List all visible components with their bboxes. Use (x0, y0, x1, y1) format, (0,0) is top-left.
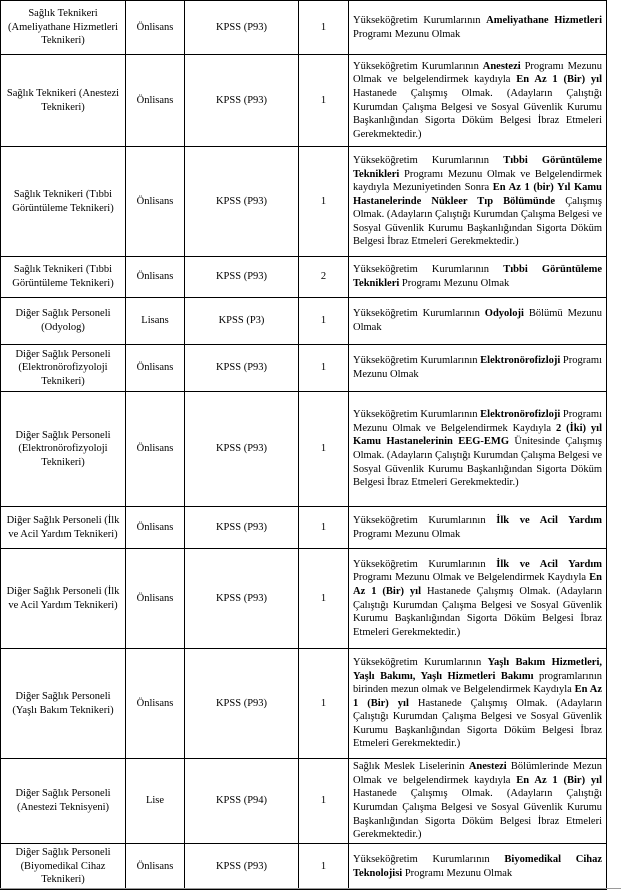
qualification-emphasis: Odyoloji (484, 308, 524, 320)
position-title: Diğer Sağlık Personeli (İlk ve Acil Yardım Teknikeri) (1, 549, 126, 649)
position-count: 1 (299, 147, 349, 257)
kpss-score-type: KPSS (P93) (185, 507, 299, 549)
qualification-run: Programı Mezunu Olmak ve Belgelendirmek kaydıyla Mezuniyetinden Sonra (353, 168, 602, 194)
qualification-run: Yükseköğretim Kurumlarının (353, 656, 488, 668)
table-row (1, 147, 607, 257)
qualification-emphasis: Ameliyathane Hizmetleri (486, 14, 602, 26)
qualification-emphasis: En Az 1 (Bir) yıl (353, 684, 602, 709)
position-count: 1 (299, 759, 349, 844)
qualification-run: Yükseköğretim Kurumlarının (353, 355, 481, 367)
qualification-text (349, 649, 607, 759)
qualification-run: Yükseköğretim Kurumlarının (353, 154, 504, 166)
qualification-text (349, 392, 607, 507)
position-title: Sağlık Teknikeri (Tıbbi Görüntüleme Teknikeri) (1, 147, 126, 257)
table-row (1, 759, 607, 844)
kpss-score-type: KPSS (P93) (185, 55, 299, 147)
qualification-run: Yükseköğretim Kurumlarının (353, 558, 497, 570)
qualification-run: Yükseköğretim Kurumlarının (353, 264, 504, 276)
position-title: Sağlık Teknikeri (Tıbbi Görüntüleme Teknikeri) (1, 257, 126, 298)
qualification-text (349, 345, 607, 392)
position-count: 1 (299, 1, 349, 55)
table-row (1, 649, 607, 759)
qualification-run: Programı Mezunu Olmak (353, 528, 461, 540)
qualification-emphasis: Elektronörofizloji (480, 409, 561, 421)
qualification-run: Hastanede Çalışmış Olmak. (Adayların Çalıştığı Kurumdan Çalışma Belgesi ve Sosyal Güvenlik Kurumu Başkanlığından Sigorta Döküm Belgesi İbraz Etmeleri Gerekmektedir.) (353, 697, 602, 750)
qualification-text (349, 549, 607, 649)
table-row (1, 844, 607, 890)
position-title: Diğer Sağlık Personeli (Elektronörofizyoloji Teknikeri) (1, 345, 126, 392)
qualification-text (349, 147, 607, 257)
qualification-run: Hastanede Çalışmış Olmak. (Adayların Çalıştığı Kurumdan Çalışma Belgesi ve Sosyal Güvenlik Kurumu Başkanlığından Sigorta Döküm Belgesi İbraz Etmeleri Gerekmektedir.) (353, 788, 602, 841)
qualification-emphasis: Tıbbi Görüntüleme Teknikleri (353, 264, 602, 289)
qualification-run: Yükseköğretim Kurumlarının (353, 514, 497, 526)
page-bottom-divider (0, 888, 621, 889)
position-title: Sağlık Teknikeri (Ameliyathane Hizmetleri Teknikeri) (1, 1, 126, 55)
qualification-run: Sağlık Meslek Liselerinin (353, 761, 469, 773)
table-row (1, 507, 607, 549)
table-row (1, 549, 607, 649)
education-level: Önlisans (126, 147, 185, 257)
qualification-run: Bölümlerinde Mezun Olmak ve belgelendirmek kaydıyla (353, 761, 602, 786)
qualification-text (349, 844, 607, 890)
kpss-score-type: KPSS (P93) (185, 649, 299, 759)
qualification-run: Hastanede Çalışmış Olmak. (Adayların Çalıştığı Kurumdan Çalışma Belgesi ve Sosyal Güvenlik Kurumu Başkanlığından Sigorta Döküm Belgesi İbraz Etmeleri Gerekmektedir.) (353, 585, 602, 638)
qualification-emphasis: Biyomedikal Cihaz Teknolojisi (353, 853, 602, 879)
qualification-run: Ünitesinde Çalışmış Olmak. (Adayların Çalıştığı Kurumdan Çalışma Belgesi ve Sosyal Güvenlik Kurumu Başkanlığından Sigorta Döküm Belgesi İbraz Etmeleri Gerekmektedir.) (353, 436, 602, 489)
position-title: Sağlık Teknikeri (Anestezi Teknikeri) (1, 55, 126, 147)
qualification-run: Programı Mezunu Olmak ve Belgelendirmek Kaydıyla (353, 409, 602, 434)
qualification-text (349, 1, 607, 55)
qualification-run: Programı Mezunu Olmak (399, 278, 510, 289)
qualification-run: Yükseköğretim Kurumlarının (353, 409, 481, 421)
kpss-score-type: KPSS (P93) (185, 844, 299, 890)
position-title: Diğer Sağlık Personeli (Elektronörofizyoloji Teknikeri) (1, 392, 126, 507)
position-count: 1 (299, 55, 349, 147)
education-level: Önlisans (126, 649, 185, 759)
positions-table-body (1, 1, 607, 890)
qualification-run: Bölümü Mezunu Olmak (353, 308, 602, 333)
qualification-text (349, 507, 607, 549)
position-count: 1 (299, 649, 349, 759)
table-row (1, 257, 607, 298)
qualification-text (349, 55, 607, 147)
education-level: Önlisans (126, 345, 185, 392)
qualification-run: Yükseköğretim Kurumlarının (353, 853, 505, 865)
education-level: Lisans (126, 298, 185, 345)
position-count: 1 (299, 298, 349, 345)
qualification-run: Hastanede Çalışmış Olmak. (Adayların Çalıştığı Kurumdan Çalışma Belgesi ve Sosyal Güvenlik Kurumu Başkanlığından Sigorta Döküm Belgesi İbraz Etmeleri Gerekmektedir.) (353, 87, 602, 140)
position-count: 1 (299, 549, 349, 649)
position-count: 1 (299, 392, 349, 507)
kpss-score-type: KPSS (P94) (185, 759, 299, 844)
qualification-emphasis: Elektronörofizloji (480, 355, 561, 367)
position-count: 1 (299, 345, 349, 392)
qualification-emphasis: En Az 1 (bir) Yıl Kamu Hastanelerinde Nükleer Tıp Bölümünde (353, 182, 602, 207)
qualification-run: Yükseköğretim Kurumlarının (353, 14, 487, 26)
position-title: Diğer Sağlık Personeli (Yaşlı Bakım Teknikeri) (1, 649, 126, 759)
qualification-text (349, 759, 607, 844)
education-level: Lise (126, 759, 185, 844)
qualification-text (349, 257, 607, 298)
kpss-score-type: KPSS (P93) (185, 257, 299, 298)
education-level: Önlisans (126, 392, 185, 507)
table-row (1, 345, 607, 392)
position-title: Diğer Sağlık Personeli (Biyomedikal Cihaz Teknikeri) (1, 844, 126, 890)
table-row (1, 298, 607, 345)
education-level: Önlisans (126, 55, 185, 147)
position-title: Diğer Sağlık Personeli (Anestezi Teknisyeni) (1, 759, 126, 844)
position-title: Diğer Sağlık Personeli (İlk ve Acil Yardım Teknikeri) (1, 507, 126, 549)
education-level: Önlisans (126, 1, 185, 55)
qualification-emphasis: İlk ve Acil Yardım (496, 558, 602, 570)
kpss-score-type: KPSS (P93) (185, 549, 299, 649)
education-level: Önlisans (126, 549, 185, 649)
education-level: Önlisans (126, 844, 185, 890)
table-row (1, 392, 607, 507)
qualification-emphasis: 2 (İki) yıl Kamu Hastanelerinin EEG-EMG (353, 422, 602, 448)
qualification-run: Programı Mezunu Olmak (353, 28, 461, 40)
position-count: 2 (299, 257, 349, 298)
education-level: Önlisans (126, 257, 185, 298)
qualification-run: Programı Mezunu Olmak (402, 867, 513, 879)
qualification-emphasis: Anestezi (468, 761, 507, 773)
table-row (1, 1, 607, 55)
kpss-score-type: KPSS (P93) (185, 1, 299, 55)
position-count: 1 (299, 507, 349, 549)
qualification-run: programlarının birinden mezun olmak ve Belgelendirmek Kaydıyla (353, 670, 602, 696)
kpss-score-type: KPSS (P93) (185, 392, 299, 507)
qualification-run: Yükseköğretim Kurumlarının (353, 60, 483, 72)
qualification-run: Çalışmış Olmak. (Adayların Çalıştığı Kurumdan Çalışma Belgesi ve Sosyal Güvenlik Kurumu Başkanlığından Sigorta Döküm Belgesi İbraz Etmeleri Gerekmektedir.) (353, 195, 602, 248)
position-count: 1 (299, 844, 349, 890)
table-row (1, 55, 607, 147)
qualification-emphasis: En Az 1 (Bir) yıl (516, 774, 602, 786)
qualification-emphasis: En Az 1 (Bir) yıl (516, 74, 602, 86)
kpss-score-type: KPSS (P3) (185, 298, 299, 345)
kpss-score-type: KPSS (P93) (185, 345, 299, 392)
qualification-run: Programı Mezunu Olmak ve Belgelendirmek Kaydıyla (353, 572, 590, 584)
qualification-emphasis: İlk ve Acil Yardım (496, 514, 602, 526)
qualification-emphasis: En Az 1 (Bir) yıl (353, 572, 602, 597)
qualification-run: Programı Mezunu Olmak ve belgelendirmek kaydıyla (353, 60, 602, 86)
education-level: Önlisans (126, 507, 185, 549)
kpss-score-type: KPSS (P93) (185, 147, 299, 257)
position-title: Diğer Sağlık Personeli (Odyolog) (1, 298, 126, 345)
qualification-emphasis: Tıbbi Görüntüleme Teknikleri (353, 154, 602, 180)
qualification-emphasis: Anestezi (482, 60, 521, 72)
qualification-emphasis: Yaşlı Bakım Hizmetleri, Yaşlı Bakımı, Yaşlı Hizmetleri Bakımı (353, 656, 602, 682)
qualification-text (349, 298, 607, 345)
qualification-run: Yükseköğretim Kurumlarının (353, 308, 485, 320)
qualification-run: Programı Mezunu Olmak (353, 355, 602, 380)
